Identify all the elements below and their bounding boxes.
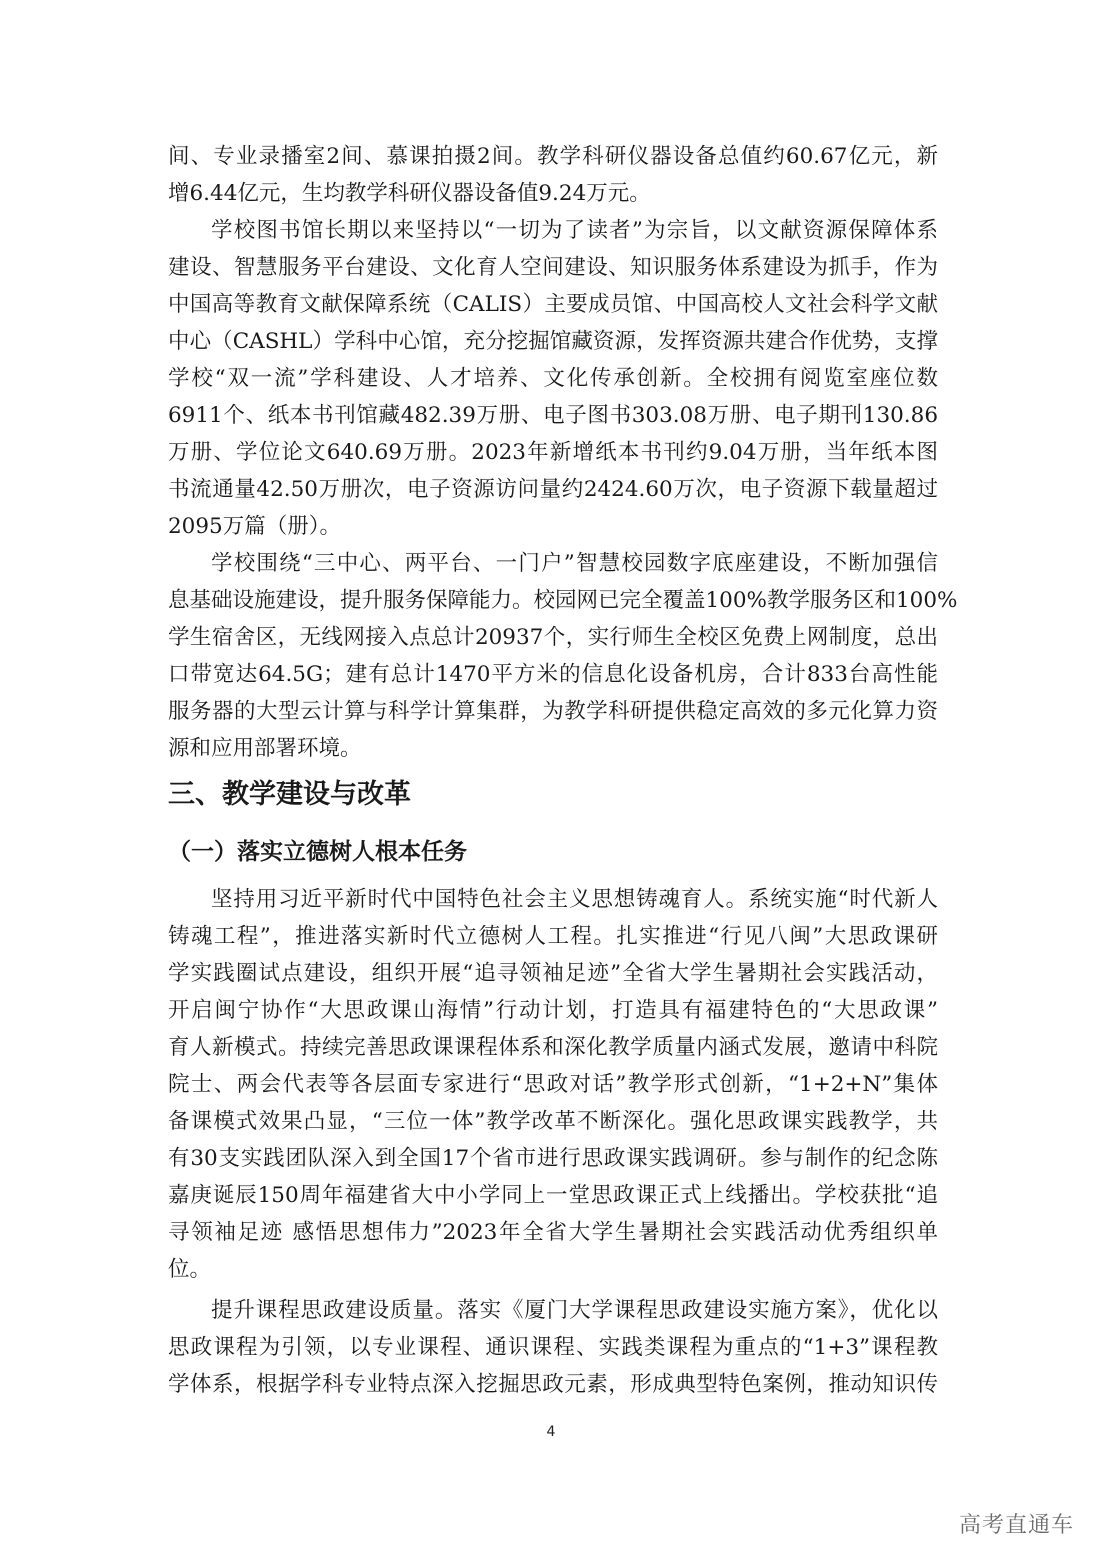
text-line: 中心（CASHL）学科中心馆，充分挖掘馆藏资源，发挥资源共建合作优势，支撑 <box>168 329 938 354</box>
text-line: 备课模式效果凸显，“三位一体”教学改革不断深化。强化思政课实践教学，共 <box>168 1109 938 1134</box>
text-line: 铸魂工程”，推进落实新时代立德树人工程。扎实推进“行见八闽”大思政课研 <box>168 924 938 949</box>
text-line: 有30支实践团队深入到全国17个省市进行思政课实践调研。参与制作的纪念陈 <box>168 1146 938 1171</box>
text-line: 位。 <box>168 1257 212 1282</box>
paragraph-equipment <box>168 138 938 212</box>
text-line: 增6.44亿元，生均教学科研仪器设备值9.24万元。 <box>168 181 651 206</box>
subsection-heading: （一）落实立德树人根本任务 <box>168 839 467 865</box>
text-line: 寻领袖足迹 感悟思想伟力”2023年全省大学生暑期社会实践活动优秀组织单 <box>168 1220 938 1245</box>
text-line: 书流通量42.50万册次，电子资源访问量约2424.60万次，电子资源下载量超过 <box>168 477 938 502</box>
text-line: 2095万篇（册）。 <box>168 514 341 539</box>
paragraph-course-ideology <box>168 1292 938 1403</box>
paragraph-library <box>168 212 938 545</box>
page-number: 4 <box>546 1424 556 1440</box>
watermark: 高考直通车 <box>958 1513 1074 1538</box>
text-line: 学体系，根据学科专业特点深入挖掘思政元素，形成典型特色案例，推动知识传 <box>168 1372 938 1397</box>
text-line: 源和应用部署环境。 <box>168 736 362 761</box>
text-line: 6911个、纸本书刊馆藏482.39万册、电子图书303.08万册、电子期刊130.86 <box>168 403 938 428</box>
text-line: 坚持用习近平新时代中国特色社会主义思想铸魂育人。系统实施“时代新人 <box>211 887 938 912</box>
text-line: 学实践圈试点建设，组织开展“追寻领袖足迹”全省大学生暑期社会实践活动， <box>168 961 938 986</box>
text-line: 育人新模式。持续完善思政课课程体系和深化教学质量内涵式发展，邀请中科院 <box>168 1035 938 1060</box>
text-line: 院士、两会代表等各层面专家进行“思政对话”教学形式创新，“1+2+N”集体 <box>168 1072 938 1097</box>
text-line: 学生宿舍区，无线网接入点总计20937个，实行师生全校区免费上网制度，总出 <box>168 625 938 650</box>
section-heading: 三、教学建设与改革 <box>168 779 411 810</box>
text-line: 万册、学位论文640.69万册。2023年新增纸本书刊约9.04万册，当年纸本图 <box>168 440 938 465</box>
text-line: 服务器的大型云计算与科学计算集群，为教学科研提供稳定高效的多元化算力资 <box>168 699 938 724</box>
text-line: 开启闽宁协作“大思政课山海情”行动计划，打造具有福建特色的“大思政课” <box>168 998 938 1023</box>
paragraph-campus-network <box>168 545 958 767</box>
text-line: 口带宽达64.5G；建有总计1470平方米的信息化设备机房，合计833台高性能 <box>168 662 938 687</box>
text-line: 学校图书馆长期以来坚持以“一切为了读者”为宗旨，以文献资源保障体系 <box>211 218 938 243</box>
text-line: 息基础设施建设，提升服务保障能力。校园网已完全覆盖100%教学服务区和100% <box>168 588 958 613</box>
document-body <box>168 138 958 1403</box>
paragraph-ideological-education <box>168 881 938 1288</box>
text-line: 思政课程为引领，以专业课程、通识课程、实践类课程为重点的“1+3”课程教 <box>168 1335 938 1360</box>
text-line: 学校“双一流”学科建设、人才培养、文化传承创新。全校拥有阅览室座位数 <box>168 366 938 391</box>
text-line: 建设、智慧服务平台建设、文化育人空间建设、知识服务体系建设为抓手，作为 <box>168 255 938 280</box>
text-line: 学校围绕“三中心、两平台、一门户”智慧校园数字底座建设，不断加强信 <box>211 551 938 576</box>
text-line: 提升课程思政建设质量。落实《厦门大学课程思政建设实施方案》，优化以 <box>211 1298 938 1323</box>
text-line: 中国高等教育文献保障系统（CALIS）主要成员馆、中国高校人文社会科学文献 <box>168 292 938 317</box>
text-line: 嘉庚诞辰150周年福建省大中小学同上一堂思政课正式上线播出。学校获批“追 <box>168 1183 938 1208</box>
text-line: 间、专业录播室2间、慕课拍摄2间。教学科研仪器设备总值约60.67亿元，新 <box>168 144 938 169</box>
